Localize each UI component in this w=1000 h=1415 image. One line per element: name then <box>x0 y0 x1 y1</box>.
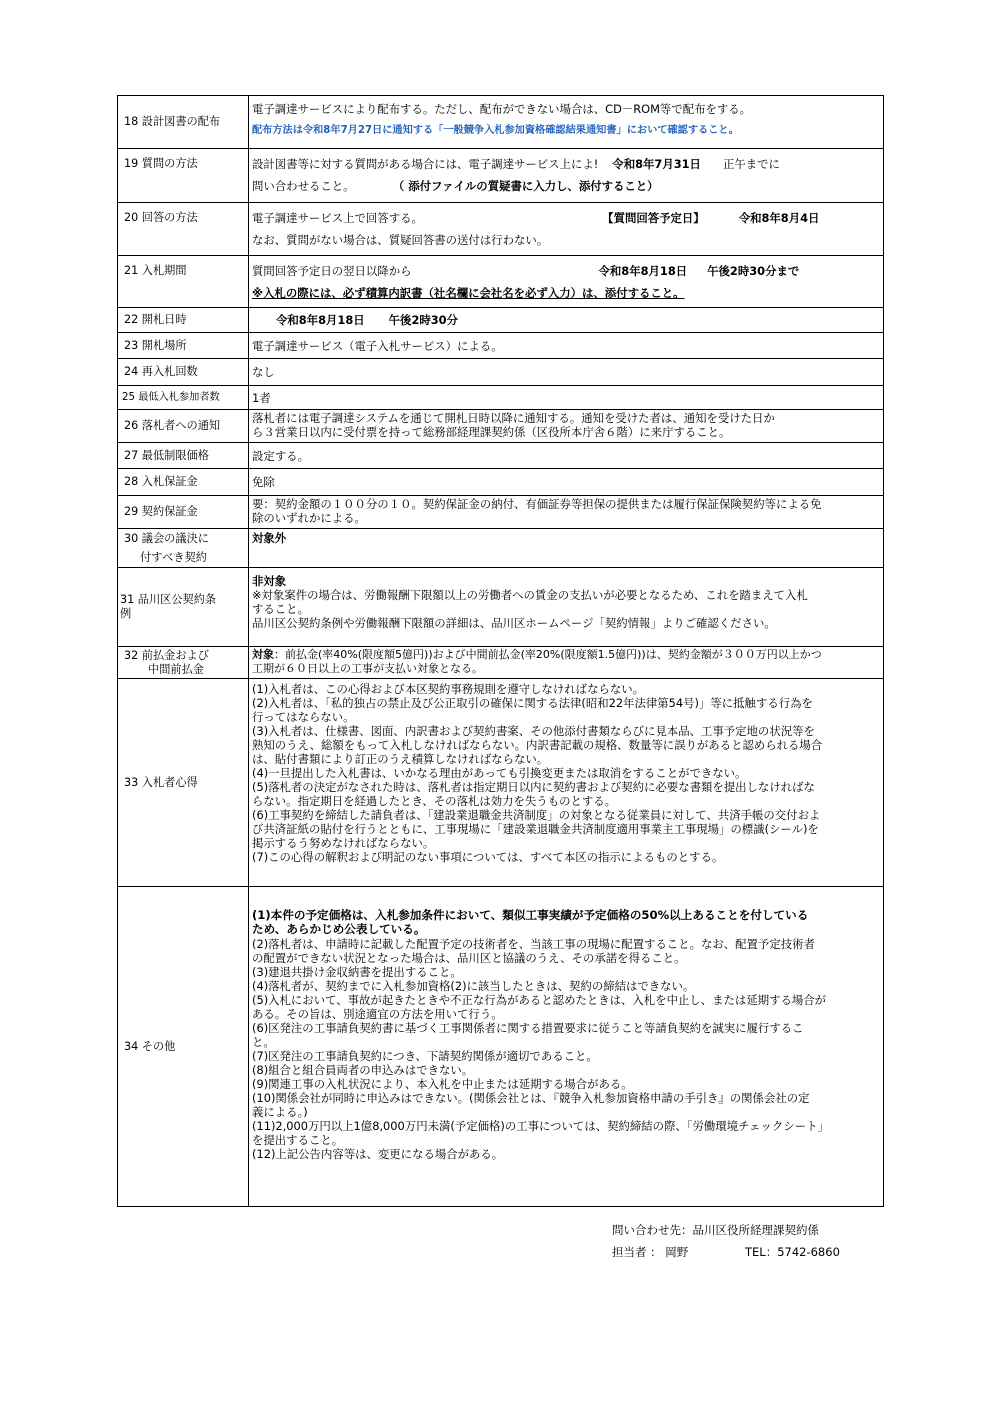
text-line: (10)関係会社が同時に申込みはできない。(関係会社とは、『競争入札参加資格申請の手引き』の関係会社の定 <box>252 1091 810 1105</box>
row-label <box>118 496 249 529</box>
text-line <box>252 648 880 662</box>
row-label <box>118 359 249 386</box>
row-label <box>118 308 249 333</box>
text-line: と。 <box>252 1035 275 1049</box>
text-line: 品川区公契約条例や労働報酬下限額の詳細は、品川区ホームページ「契約情報」よりご確認ください。 <box>252 616 776 630</box>
text-line: (1)本件の予定価格は、入札参加条件において、類似工事実績が予定価格の50%以上あることを付している <box>252 908 809 922</box>
text-line: 熟知のうえ、総額をもって入札しなければならない。内訳書記載の規格、数量等に誤りがあると認められる場合 <box>252 738 823 752</box>
row-content <box>249 887 884 1207</box>
row-25 <box>118 386 884 410</box>
text-line: 免除 <box>252 475 275 489</box>
label-text: 22 開札日時 <box>124 313 187 326</box>
breakdown-note: ※入札の際には、必ず積算内訳書（社名欄に会社名を必ず入力）は、添付すること。 <box>252 286 685 300</box>
row-label <box>118 256 249 308</box>
row-28 <box>118 469 884 496</box>
row-23 <box>118 333 884 359</box>
row-label <box>118 333 249 359</box>
row-label <box>118 443 249 469</box>
text-line: (5)落札者の決定がなされた時は、落札者は指定期日以内に契約書および契約に必要な書類を提出しなければな <box>252 780 815 794</box>
row-21 <box>118 256 884 308</box>
row-label <box>118 386 249 410</box>
row-22 <box>118 308 884 333</box>
text-line: 除のいずれかによる。 <box>252 511 366 525</box>
text-line: 要：契約金額の１００分の１０。契約保証金の納付、有価証券等担保の提供または履行保証保険契約等による免 <box>252 497 822 511</box>
text-line: (6)区発注の工事請負契約書に基づく工事関係者に関する措置要求に従うこと等請負契約を誠実に履行するこ <box>252 1021 804 1035</box>
text-line: を提出すること。 <box>252 1133 344 1147</box>
label-text: 例 <box>120 607 132 620</box>
row-content <box>249 529 884 568</box>
label-text: 29 契約保証金 <box>124 505 198 518</box>
row-content <box>249 647 884 679</box>
text-line: は、貼付書類により訂正のうえ積算しなければならない。 <box>252 752 549 766</box>
bidder-rules-list <box>252 682 880 864</box>
text-line: ため、あらかじめ公表している。 <box>252 922 426 936</box>
text-line: の配置ができない状況となった場合は、品川区と協議のうえ、その承諾を得ること。 <box>252 951 686 965</box>
bid-end-date: 令和8年8月18日 <box>598 264 688 278</box>
answer-date-label: 【質問回答予定日】 <box>607 211 705 225</box>
row-33 <box>118 679 884 887</box>
row-label <box>118 410 249 443</box>
row-content <box>249 256 884 308</box>
row-31 <box>118 568 884 647</box>
text-line: 非対象 <box>252 574 287 588</box>
text-segment: 質問回答予定日の翌日以降から <box>252 264 412 278</box>
text-line: (4)落札者が、契約までに入札参加資格(2)に該当したときは、契約の締結はできない。 <box>252 979 695 993</box>
text-line: (4)一旦提出した入札書は、いかなる理由があっても引換変更または取消をすることができない。 <box>252 766 747 780</box>
row-label <box>118 529 249 568</box>
text-line: 掲示するう努めなければならない。 <box>252 836 435 850</box>
text-line: 行ってはならない。 <box>252 710 355 724</box>
row-content <box>249 469 884 496</box>
row-label <box>118 203 249 256</box>
label-text: 23 開札場所 <box>124 338 187 352</box>
text-line: ある。その旨は、別途適宜の方法を用いて行う。 <box>252 1007 503 1021</box>
label-text: 27 最低制限価格 <box>124 448 209 462</box>
row-label <box>118 679 249 887</box>
row-27 <box>118 443 884 469</box>
text-line: なお、質問がない場合は、質疑回答書の送付は行わない。 <box>252 233 549 247</box>
answer-date: 令和8年8月4日 <box>738 211 820 225</box>
question-deadline: 令和8年7月31日 <box>612 157 701 171</box>
text-line: (3)入札者は、仕様書、図面、内訳書および契約書案、その他添付書類ならびに見本品、工事予定地の状況等を <box>252 724 815 738</box>
text-line: ※対象案件の場合は、労働報酬下限額以上の労働者への賃金の支払いが必要となるため、これを踏まえて入札 <box>252 588 808 602</box>
row-label <box>118 887 249 1207</box>
row-24 <box>118 359 884 386</box>
label-text: 31 品川区公契約条 <box>120 593 217 606</box>
text-line: 設定する。 <box>252 448 309 463</box>
row-content <box>249 359 884 386</box>
contact-phone: TEL：5742-6860 <box>745 1245 840 1259</box>
text-segment: 設計図書等に対する質問がある場合には、電子調達サービス上によ! <box>252 157 599 171</box>
label-text: 20 回答の方法 <box>124 211 198 224</box>
row-content <box>249 386 884 410</box>
text-line: (9)関連工事の入札状況により、本入札を中止または延期する場合がある。 <box>252 1077 633 1091</box>
text-line <box>252 313 880 327</box>
row-18 <box>118 96 884 149</box>
row-label <box>118 96 249 149</box>
text-line: (6)工事契約を締結した請負者は、「建設業退職金共済制度」の対象となる従業員に対して、共済手帳の交付およ <box>252 808 821 822</box>
label-text: 32 前払金および <box>124 648 209 662</box>
text-segment: 問い合わせること。 <box>252 179 355 193</box>
text-line: 対象外 <box>252 531 287 545</box>
label-text: 21 入札期間 <box>124 264 187 277</box>
label-text: 33 入札者心得 <box>124 775 198 789</box>
row-label <box>118 568 249 647</box>
text-line: ら３営業日以内に受付票を持って総務部経理課契約係（区役所本庁舎６階）に来庁すること。 <box>252 425 731 439</box>
row-29 <box>118 496 884 529</box>
row-label <box>118 469 249 496</box>
text-line <box>252 179 880 193</box>
label-text: 19 質問の方法 <box>124 157 198 170</box>
label-text: 25 最低入札参加者数 <box>122 391 220 403</box>
distribution-note: 配布方法は令和8年7月27日に通知する「一般競争入札参加資格確認結果通知書」において確認すること。 <box>252 125 739 136</box>
text-line <box>252 211 880 225</box>
bid-end-time: 午後2時30分まで <box>707 264 800 278</box>
row-content <box>249 149 884 203</box>
opening-time: 午後2時30分 <box>388 313 458 327</box>
text-segment: 電子調達サービス上で回答する。 <box>252 211 423 225</box>
text-line: (2)入札者は、「私的独占の禁止及び公正取引の確保に関する法律(昭和22年法律第54号)」等に抵触する行為を <box>252 696 813 710</box>
text-line: 電子調達サービス（電子入札サービス）による。 <box>252 338 503 353</box>
text-line: び共済証紙の貼付を行うとともに、工事現場に「建設業退職金共済制度適用事業主工事現場」の標識(シール)を <box>252 822 819 836</box>
contact-person: 担当者 ： 岡野 <box>612 1245 689 1259</box>
text-line: (7)この心得の解釈および明記のない事項については、すべて本区の指示によるものとする。 <box>252 850 724 864</box>
row-32 <box>118 647 884 679</box>
row-label <box>118 647 249 679</box>
row-label <box>118 149 249 203</box>
text-segment: ：前払金(率40%(限度額5億円))および中間前払金(率20%(限度額1.5億円))は、契約金額が３００万円以上かつ <box>274 648 822 661</box>
text-line: (8)組合と組合員両者の申込みはできない。 <box>252 1063 474 1077</box>
text-line: すること。 <box>252 602 309 616</box>
text-line: 1者 <box>252 390 271 405</box>
text-line: (2)落札者は、申請時に記載した配置予定の技術者を、当該工事の現場に配置すること。なお、配置予定技術者 <box>252 937 815 951</box>
row-19 <box>118 149 884 203</box>
text-line: なし <box>252 365 275 379</box>
text-line: 落札者には電子調達システムを通じて開札日時以降に通知する。通知を受けた者は、通知を受けた日か <box>252 411 775 425</box>
text-line: (11)2,000万円以上1億8,000万円未満(予定価格)の工事については、契約締結の際、「労働環境チェックシート」 <box>252 1119 829 1133</box>
label-text: 付すべき契約 <box>140 551 207 564</box>
label-text: 34 その他 <box>124 1039 176 1053</box>
label-text: 中間前払金 <box>148 662 204 676</box>
text-line: (5)入札において、事故が起きたときや不正な行為があると認めたときは、入札を中止し、または延期する場合が <box>252 993 827 1007</box>
row-34 <box>118 887 884 1207</box>
row-content <box>249 333 884 359</box>
label-text: 30 議会の議決に <box>124 532 209 545</box>
text-segment: 正午までに <box>722 157 780 171</box>
label-text: 26 落札者への通知 <box>124 419 221 432</box>
text-line: (7)区発注の工事請負契約につき、下請契約関係が適切であること。 <box>252 1049 598 1063</box>
row-26 <box>118 410 884 443</box>
text-line: らない。指定期日を経過したとき、その落札は効力を失うものとする。 <box>252 794 617 808</box>
notice-table <box>117 95 884 1207</box>
row-content <box>249 496 884 529</box>
row-content <box>249 679 884 887</box>
label-text: 18 設計図書の配布 <box>124 115 221 128</box>
row-content <box>249 308 884 333</box>
text-line: (1)入札者は、この心得および本区契約事務規則を遵守しなければならない。 <box>252 682 645 696</box>
row-content <box>249 568 884 647</box>
row-content <box>249 96 884 149</box>
text-line <box>252 157 880 171</box>
text-line: 電子調達サービスにより配布する。ただし、配布ができない場合は、CD－ROM等で配布をする。 <box>252 102 752 116</box>
text-segment: 対象 <box>252 648 274 661</box>
text-line: 工期が６０日以上の工事が支払い対象となる。 <box>252 662 483 675</box>
text-line: (12)上記公告内容等は、変更になる場合がある。 <box>252 1147 504 1161</box>
text-line <box>252 264 880 278</box>
label-text: 24 再入札回数 <box>124 365 198 378</box>
text-line: 義による。) <box>252 1105 308 1119</box>
text-line: (3)建退共掛け金収納書を提出すること。 <box>252 965 462 979</box>
row-content <box>249 410 884 443</box>
row-20 <box>118 203 884 256</box>
row-content <box>249 443 884 469</box>
row-content <box>249 203 884 256</box>
label-text: 28 入札保証金 <box>124 475 198 488</box>
row-30 <box>118 529 884 568</box>
contact-info: 問い合わせ先：品川区役所経理課契約係 <box>612 1223 819 1237</box>
attachment-note: （ 添付ファイルの質疑書に入力し、添付すること） <box>398 179 659 193</box>
other-notes-list <box>252 937 880 1161</box>
opening-date: 令和8年8月18日 <box>276 313 365 327</box>
